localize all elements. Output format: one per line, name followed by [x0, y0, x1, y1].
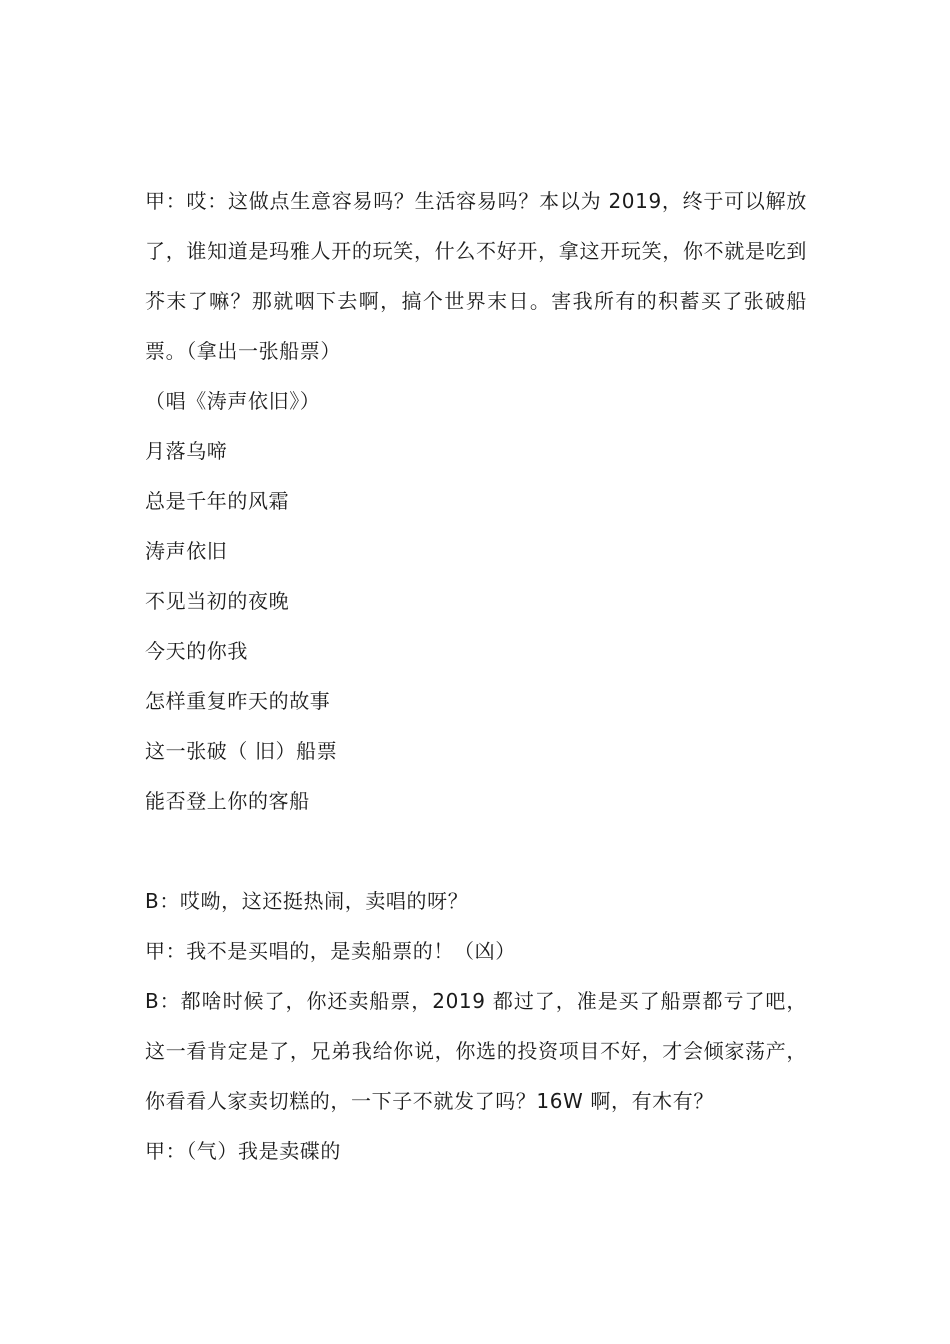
paragraph-song-title: （唱《涛声依旧》）	[145, 389, 321, 413]
lyric-line: 能否登上你的客船	[145, 789, 310, 813]
dialogue-line-b: B：哎呦，这还挺热闹，卖唱的呀？	[145, 889, 469, 913]
lyric-line: 月落乌啼	[145, 439, 228, 463]
lyric-line: 这一张破（ 旧）船票	[145, 739, 338, 763]
lyric-line: 总是千年的风霜	[145, 489, 290, 513]
lyric-line: 今天的你我	[145, 639, 248, 663]
lyric-line: 怎样重复昨天的故事	[145, 689, 331, 713]
dialogue-line-b: B：都啥时候了，你还卖船票，2019 都过了，准是买了船票都亏了吧，这一看肯定是了，兄弟我给你说，你选的投资项目不好，才会倾家荡产，你看看人家卖切糕的，一下子不就发了吗？16W 啊，有木有？	[145, 989, 807, 1113]
blank-line	[145, 826, 807, 876]
dialogue-line-jia: 甲：我不是买唱的，是卖船票的！（凶）	[145, 939, 516, 963]
lyric-line: 不见当初的夜晚	[145, 589, 290, 613]
dialogue-line-jia: 甲：（气）我是卖碟的	[145, 1139, 341, 1163]
document-body	[145, 176, 807, 1176]
paragraph-monologue: 甲：哎：这做点生意容易吗？生活容易吗？本以为 2019，终于可以解放了，谁知道是玛雅人开的玩笑，什么不好开，拿这开玩笑，你不就是吃到芥末了嘛？那就咽下去啊，搞个世界末日。害我所有的积蓄买了张破船票。（拿出一张船票）	[145, 189, 807, 363]
lyric-line: 涛声依旧	[145, 539, 228, 563]
